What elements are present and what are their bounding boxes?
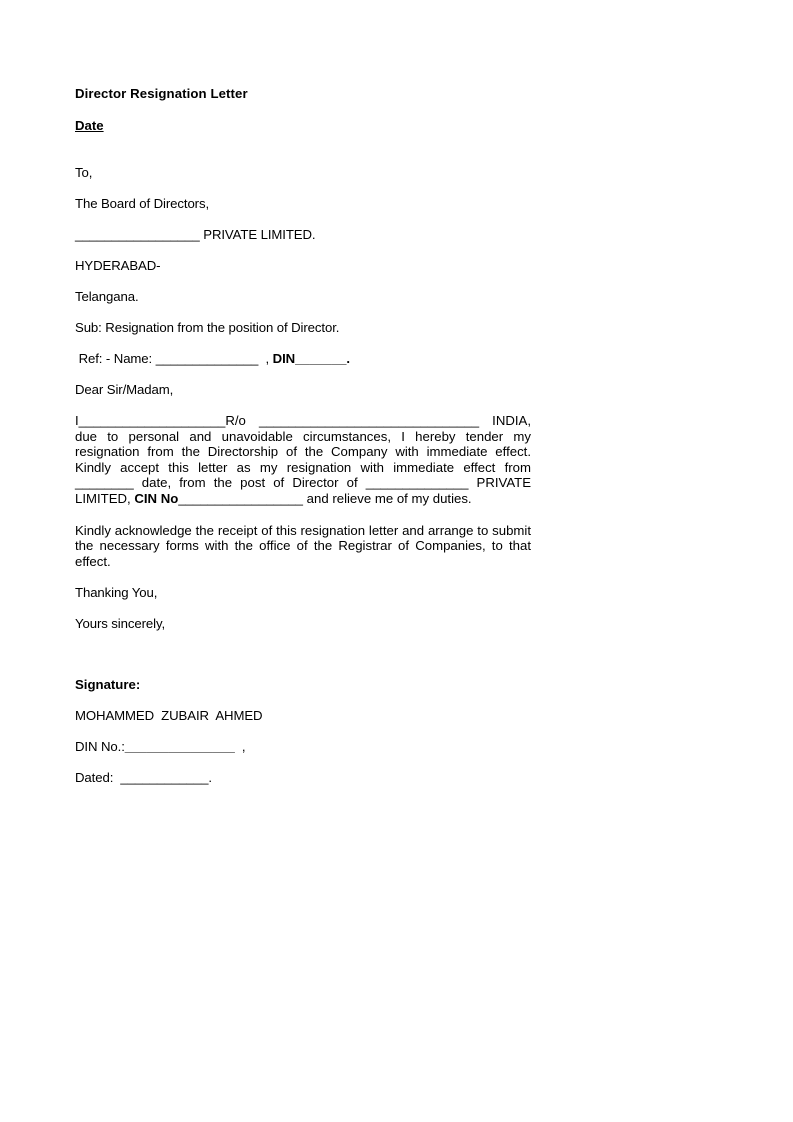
- main-paragraph: [75, 413, 531, 507]
- dated-blank: ____________: [120, 770, 209, 786]
- reference-din-blank: _______: [295, 351, 347, 366]
- reference-din-label: DIN: [272, 351, 296, 366]
- paragraph-after-date: date, from the post of Director of: [133, 475, 366, 491]
- company-name-line: [75, 227, 531, 242]
- paragraph-name-blank: ____________________: [78, 413, 226, 428]
- subject-line: Sub: Resignation from the position of Director.: [75, 320, 340, 335]
- signature-heading: Signature:: [75, 677, 141, 693]
- paragraph-date-blank: ________: [75, 475, 134, 491]
- paragraph-cin-blank: _________________: [178, 490, 304, 506]
- recipient-to-line: To,: [75, 165, 93, 180]
- paragraph-cin-label: CIN No: [134, 490, 179, 506]
- closing-line: Yours sincerely,: [75, 616, 166, 632]
- page-title: Director Resignation Letter: [75, 86, 248, 101]
- city-line: HYDERABAD-: [75, 258, 161, 273]
- second-paragraph: Kindly acknowledge the receipt of this resignation letter and arrange to submit the necessary forms with the office of the Registrar of Companies, to that effect.: [75, 522, 531, 569]
- reference-suffix: .: [346, 351, 350, 366]
- thanking-line: Thanking You,: [75, 585, 158, 601]
- second-paragraph-block: [75, 523, 531, 570]
- reference-middle: ,: [258, 351, 273, 366]
- reference-prefix: Ref: - Name:: [75, 351, 156, 366]
- state-line: Telangana.: [75, 289, 139, 304]
- din-number-label: DIN No.:: [75, 739, 125, 755]
- paragraph-company-blank: ______________: [365, 475, 469, 491]
- greeting-line: Dear Sir/Madam,: [75, 382, 174, 397]
- din-number-suffix: ,: [234, 739, 246, 755]
- dated-suffix: .: [208, 770, 212, 786]
- din-number-blank: _______________: [124, 739, 235, 755]
- paragraph-tail: and relieve me of my duties.: [303, 490, 472, 506]
- company-name-suffix: PRIVATE LIMITED.: [199, 227, 316, 242]
- reference-name-blank: ______________: [155, 351, 259, 366]
- din-number-line: [75, 739, 531, 754]
- reference-line: [75, 351, 531, 366]
- paragraph-country-body: INDIA, due to personal and unavoidable circumstances, I hereby tender my resignation from the Directorship of the Company with immediate effect. Kindly accept this letter as my resignation with immediate effect from: [75, 413, 532, 475]
- signature-spacer: [75, 647, 531, 677]
- paragraph-ro: R/o: [225, 413, 260, 428]
- board-of-directors-line: The Board of Directors,: [75, 196, 210, 211]
- signer-name: MOHAMMED ZUBAIR AHMED: [75, 708, 263, 724]
- date-heading-row: [75, 117, 531, 149]
- paragraph-i-letter: I: [75, 413, 79, 428]
- letter-body: [75, 86, 531, 785]
- paragraph-after-company: PRIVATE LIMITED,: [75, 475, 532, 506]
- main-paragraph-block: [75, 413, 531, 507]
- dated-line: [75, 770, 531, 785]
- paragraph-address-blank: ______________________________: [259, 413, 480, 428]
- date-heading: Date: [75, 118, 104, 133]
- company-name-blank: _________________: [75, 227, 200, 242]
- dated-label: Dated:: [75, 770, 121, 786]
